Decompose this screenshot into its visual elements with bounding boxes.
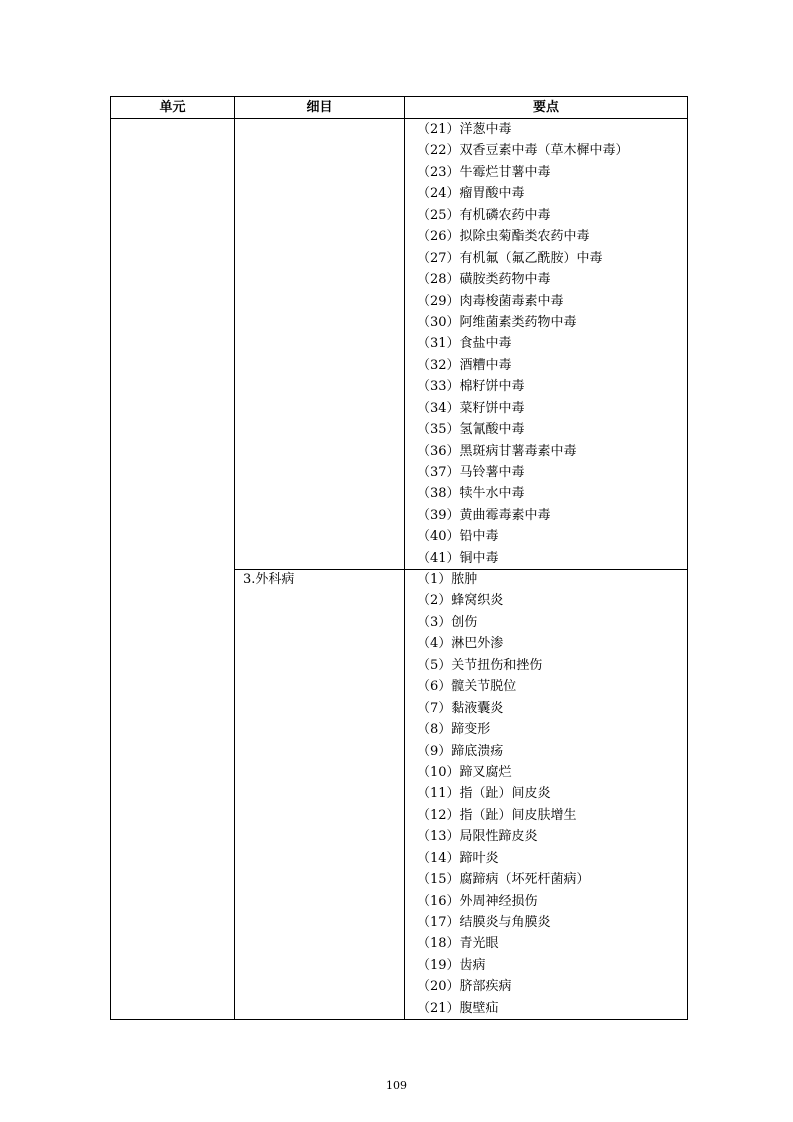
- list-item: （33）棉籽饼中毒: [417, 379, 525, 395]
- list-item: （19）齿病: [417, 957, 486, 973]
- list-item: （1）脓肿: [417, 572, 478, 587]
- list-item: （22）双香豆素中毒（草木樨中毒）: [417, 143, 629, 159]
- list-item: （34）菜籽饼中毒: [417, 400, 525, 416]
- list-item: （12）指（趾）间皮肤增生: [417, 807, 577, 823]
- list-item: （25）有机磷农药中毒: [417, 207, 551, 223]
- list-item: （40）铅中毒: [417, 529, 499, 545]
- list-item: （4）淋巴外渗: [417, 636, 504, 652]
- section1-points-list: [417, 119, 629, 569]
- list-item: （16）外周神经损伤: [417, 893, 538, 909]
- page-number: 109: [386, 1079, 407, 1092]
- list-item: （38）犊牛水中毒: [417, 486, 525, 502]
- list-item: （17）结膜炎与角膜炎: [417, 915, 551, 930]
- list-item: （24）瘤胃酸中毒: [417, 186, 525, 202]
- section2-points-list: [417, 569, 590, 1019]
- list-item: （7）黏液囊炎: [417, 700, 504, 716]
- list-item: （5）关节扭伤和挫伤: [417, 657, 543, 673]
- header-points: 要点: [532, 100, 559, 115]
- list-item: （10）蹄叉腐烂: [417, 764, 512, 780]
- list-item: （39）黄曲霉毒素中毒: [417, 507, 551, 523]
- column-divider-unit: [234, 97, 235, 1019]
- list-item: （13）局限性蹄皮炎: [417, 829, 538, 845]
- list-item: （11）指（趾）间皮炎: [417, 786, 551, 802]
- list-item: （20）脐部疾病: [417, 979, 512, 995]
- list-item: （23）牛霉烂甘薯中毒: [417, 164, 551, 180]
- list-item: （3）创伤: [417, 614, 478, 630]
- list-item: （37）马铃薯中毒: [417, 465, 525, 480]
- list-item: （29）肉毒梭菌毒素中毒: [417, 293, 564, 309]
- list-item: （41）铜中毒: [417, 550, 499, 566]
- list-item: （32）酒糟中毒: [417, 357, 512, 373]
- list-item: （15）腐蹄病（坏死杆菌病）: [417, 872, 590, 888]
- list-item: （35）氢氰酸中毒: [417, 422, 525, 438]
- list-item: （21）腹壁疝: [417, 1000, 499, 1016]
- table-header-row: [111, 97, 687, 119]
- header-subject: 细目: [306, 100, 333, 115]
- list-item: （2）蜂窝织炎: [417, 593, 504, 609]
- list-item: （27）有机氟（氟乙酰胺）中毒: [417, 250, 603, 266]
- list-item: （21）洋葱中毒: [417, 122, 512, 137]
- list-item: （18）青光眼: [417, 936, 499, 952]
- list-item: （31）食盐中毒: [417, 336, 512, 352]
- list-item: （6）髋关节脱位: [417, 679, 517, 695]
- header-unit: 单元: [159, 100, 186, 115]
- list-item: （9）蹄底溃疡: [417, 743, 504, 759]
- list-item: （36）黑斑病甘薯毒素中毒: [417, 443, 577, 459]
- list-item: （8）蹄变形: [417, 722, 491, 738]
- list-item: （28）磺胺类药物中毒: [417, 272, 551, 288]
- list-item: （14）蹄叶炎: [417, 850, 499, 866]
- list-item: （30）阿维菌素类药物中毒: [417, 314, 577, 330]
- column-divider-subject: [404, 97, 405, 1019]
- list-item: （26）拟除虫菊酯类农药中毒: [417, 229, 590, 245]
- syllabus-table: [110, 96, 688, 1020]
- section2-subject: 3.外科病: [243, 572, 295, 587]
